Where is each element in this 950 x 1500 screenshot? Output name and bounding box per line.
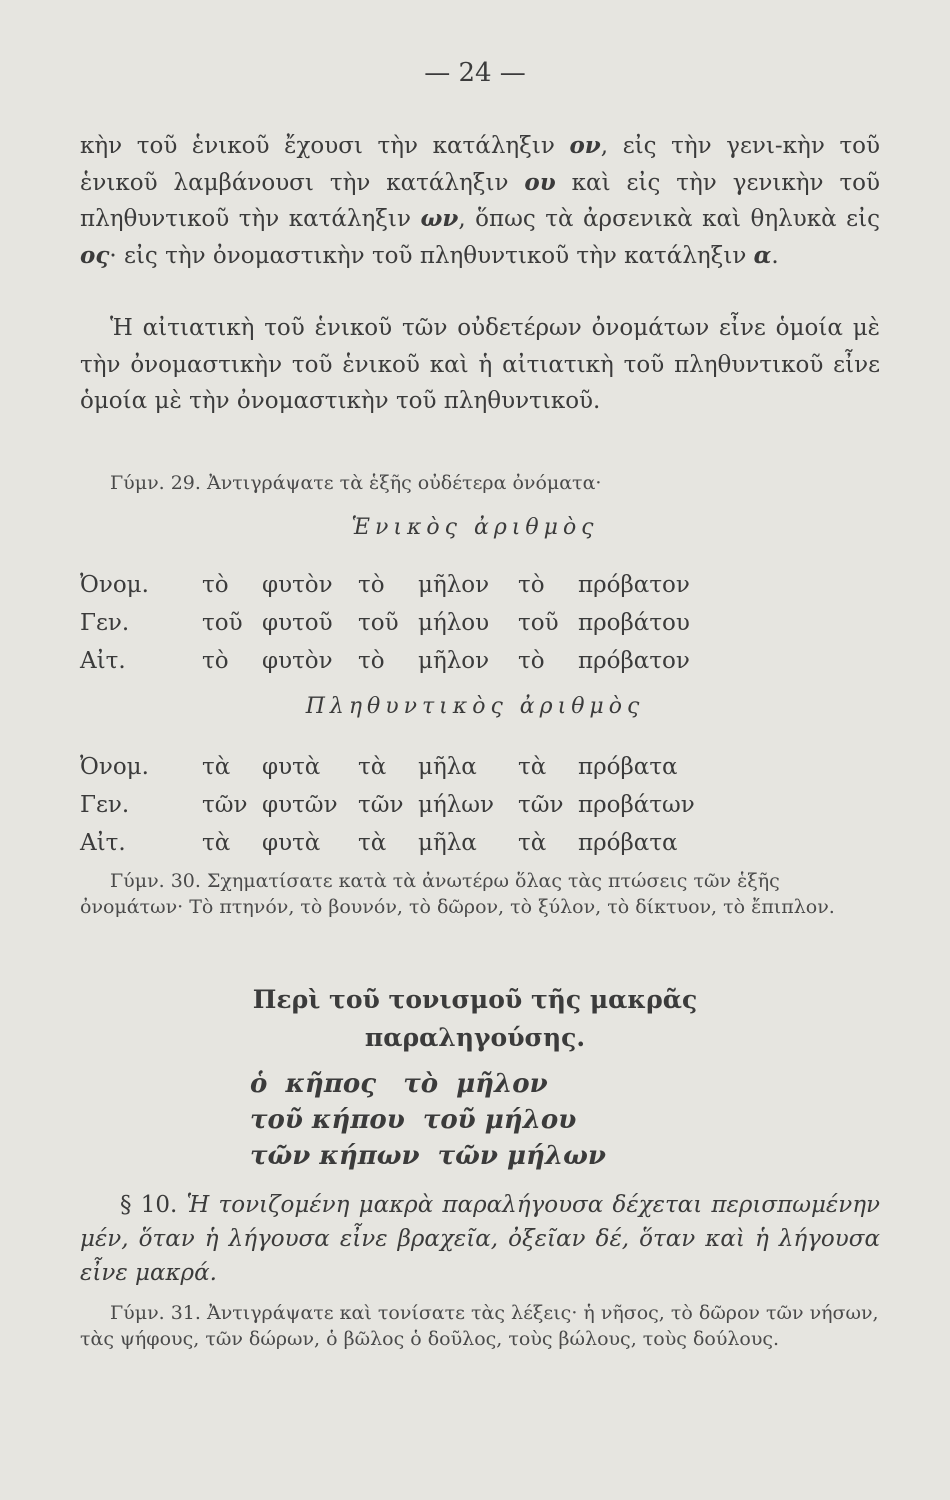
article: τὰ bbox=[518, 830, 547, 856]
intro-text-5: · εἰς τὴν ὀνομαστικὴν τοῦ πληθυντικοῦ τὴν κατάληξιν bbox=[109, 242, 754, 269]
table-row bbox=[80, 786, 695, 824]
article: τοῦ bbox=[202, 610, 243, 636]
rule-10 bbox=[80, 1188, 880, 1290]
exercise-31: Γύμν. 31. Ἀντιγράψατε καὶ τονίσατε τὰς λέξεις· ἡ νῆσος, τὸ δῶρον τῶν νήσων, τὰς ψήφους, τῶν δώρων, ὁ βῶλος ὁ δοῦλος, τοὺς βώλους, τοὺς δούλους. bbox=[80, 1302, 879, 1350]
intro-text-1: κὴν τοῦ ἑνικοῦ ἔχουσι τὴν κατάληξιν bbox=[80, 133, 570, 159]
noun: μῆλον bbox=[418, 648, 490, 674]
article: τοῦ bbox=[358, 610, 399, 636]
case-label: Γεν. bbox=[80, 610, 130, 636]
accent-paradigm bbox=[250, 1066, 700, 1174]
intro-text-3: καὶ εἰς τὴν γενικὴν τοῦ πληθυντικοῦ τὴν κατάληξιν bbox=[80, 169, 880, 232]
singular-heading: Ἑνικὸς ἀριθμὸς bbox=[351, 515, 599, 540]
article: τῶν bbox=[202, 792, 248, 818]
noun: φυτοῦ bbox=[262, 610, 333, 636]
ending-ou: ου bbox=[524, 168, 556, 196]
case-label: Ὀνομ. bbox=[80, 572, 149, 598]
exercise-30: Γύμν. 30. Σχηματίσατε κατὰ τὰ ἀνωτέρω ὅλας τὰς πτώσεις τῶν ἑξῆς ὀνομάτων· Τὸ πτηνόν, τὸ βουνόν, τὸ δῶρον, τὸ ξύλον, τὸ δίκτυον, τὸ ἔπιπλον. bbox=[80, 870, 835, 918]
article: τὰ bbox=[358, 754, 387, 780]
case-label: Αἰτ. bbox=[80, 648, 126, 674]
singular-declension-table bbox=[80, 566, 690, 680]
case-label: Ὀνομ. bbox=[80, 754, 149, 780]
noun: μήλων bbox=[418, 792, 495, 818]
article: τὸ bbox=[518, 572, 545, 598]
paradigm-row: ὁ κῆπος τὸ μῆλον bbox=[250, 1069, 548, 1099]
table-row bbox=[80, 566, 690, 604]
article: τοῦ bbox=[518, 610, 559, 636]
ending-on-plural: ων bbox=[420, 205, 459, 232]
page-number: — 24 — bbox=[424, 58, 526, 88]
plural-heading: Πληθυντικὸς ἀριθμὸς bbox=[305, 694, 645, 719]
paradigm-row: τοῦ κήπου τοῦ μήλου bbox=[250, 1105, 577, 1135]
section-title-line-2: παραληγούσης. bbox=[364, 1023, 586, 1052]
article: τὰ bbox=[202, 830, 231, 856]
noun: φυτῶν bbox=[262, 792, 338, 818]
case-label: Αἰτ. bbox=[80, 830, 126, 856]
plural-declension-table bbox=[80, 748, 695, 862]
exercise-29: Γύμν. 29. Ἀντιγράψατε τὰ ἑξῆς οὐδέτερα ὀνόματα· bbox=[110, 472, 602, 494]
noun: φυτὸν bbox=[262, 572, 333, 598]
intro-paragraph bbox=[80, 128, 880, 274]
noun: φυτὰ bbox=[262, 754, 321, 780]
article: τὸ bbox=[358, 648, 385, 674]
noun: πρόβατα bbox=[578, 754, 678, 780]
noun: φυτὰ bbox=[262, 830, 321, 856]
intro-text-6: . bbox=[771, 242, 779, 269]
ending-a: α bbox=[753, 241, 772, 269]
table-row bbox=[80, 824, 695, 862]
article: τὸ bbox=[202, 648, 229, 674]
noun: μῆλα bbox=[418, 830, 477, 856]
section-title-line-1: Περὶ τοῦ τονισμοῦ τῆς μακρᾶς bbox=[252, 985, 698, 1014]
paradigm-row: τῶν κήπων τῶν μήλων bbox=[250, 1141, 606, 1171]
noun: πρόβατα bbox=[578, 830, 678, 856]
noun: πρόβατον bbox=[578, 648, 690, 674]
article: τὸ bbox=[358, 572, 385, 598]
article: τῶν bbox=[358, 792, 404, 818]
intro-text-2: , εἰς τὴν γενι-κὴν τοῦ ἑνικοῦ λαμβάνουσι τὴν κατάληξιν bbox=[80, 133, 880, 196]
noun: προβάτων bbox=[578, 792, 695, 818]
second-paragraph: Ἡ αἰτιατικὴ τοῦ ἑνικοῦ τῶν οὐδετέρων ὀνομάτων εἶνε ὁμοία μὲ τὴν ὀνομαστικὴν τοῦ ἑνικοῦ καὶ ἡ αἰτιατικὴ τοῦ πληθυντικοῦ εἶνε ὁμοία μὲ τὴν ὀνομαστικὴν τοῦ πληθυντικοῦ. bbox=[80, 315, 880, 414]
noun: φυτὸν bbox=[262, 648, 333, 674]
article: τῶν bbox=[518, 792, 564, 818]
noun: πρόβατον bbox=[578, 572, 690, 598]
intro-text-4: , ὅπως τὰ ἀρσενικὰ καὶ θηλυκὰ εἰς bbox=[458, 206, 880, 232]
rule-number: § 10. bbox=[120, 1192, 178, 1218]
table-row bbox=[80, 642, 690, 680]
rule-text: Ἡ τονιζομένη μακρὰ παραλήγουσα δέχεται περισπωμένην μέν, ὅταν ἡ λήγουσα εἶνε βραχεῖα, ὀξεῖαν δέ, ὅταν καὶ ἡ λήγουσα εἶνε μακρά. bbox=[80, 1192, 881, 1286]
article: τὰ bbox=[358, 830, 387, 856]
noun: προβάτου bbox=[578, 610, 690, 636]
ending-os: ος bbox=[80, 241, 110, 269]
article: τὰ bbox=[202, 754, 231, 780]
article: τὸ bbox=[518, 648, 545, 674]
noun: μῆλον bbox=[418, 572, 490, 598]
ending-on: ον bbox=[569, 132, 601, 159]
article: τὸ bbox=[202, 572, 229, 598]
article: τὰ bbox=[518, 754, 547, 780]
table-row bbox=[80, 748, 695, 786]
table-row bbox=[80, 604, 690, 642]
noun: μῆλα bbox=[418, 754, 477, 780]
case-label: Γεν. bbox=[80, 792, 130, 818]
noun: μήλου bbox=[418, 610, 490, 636]
